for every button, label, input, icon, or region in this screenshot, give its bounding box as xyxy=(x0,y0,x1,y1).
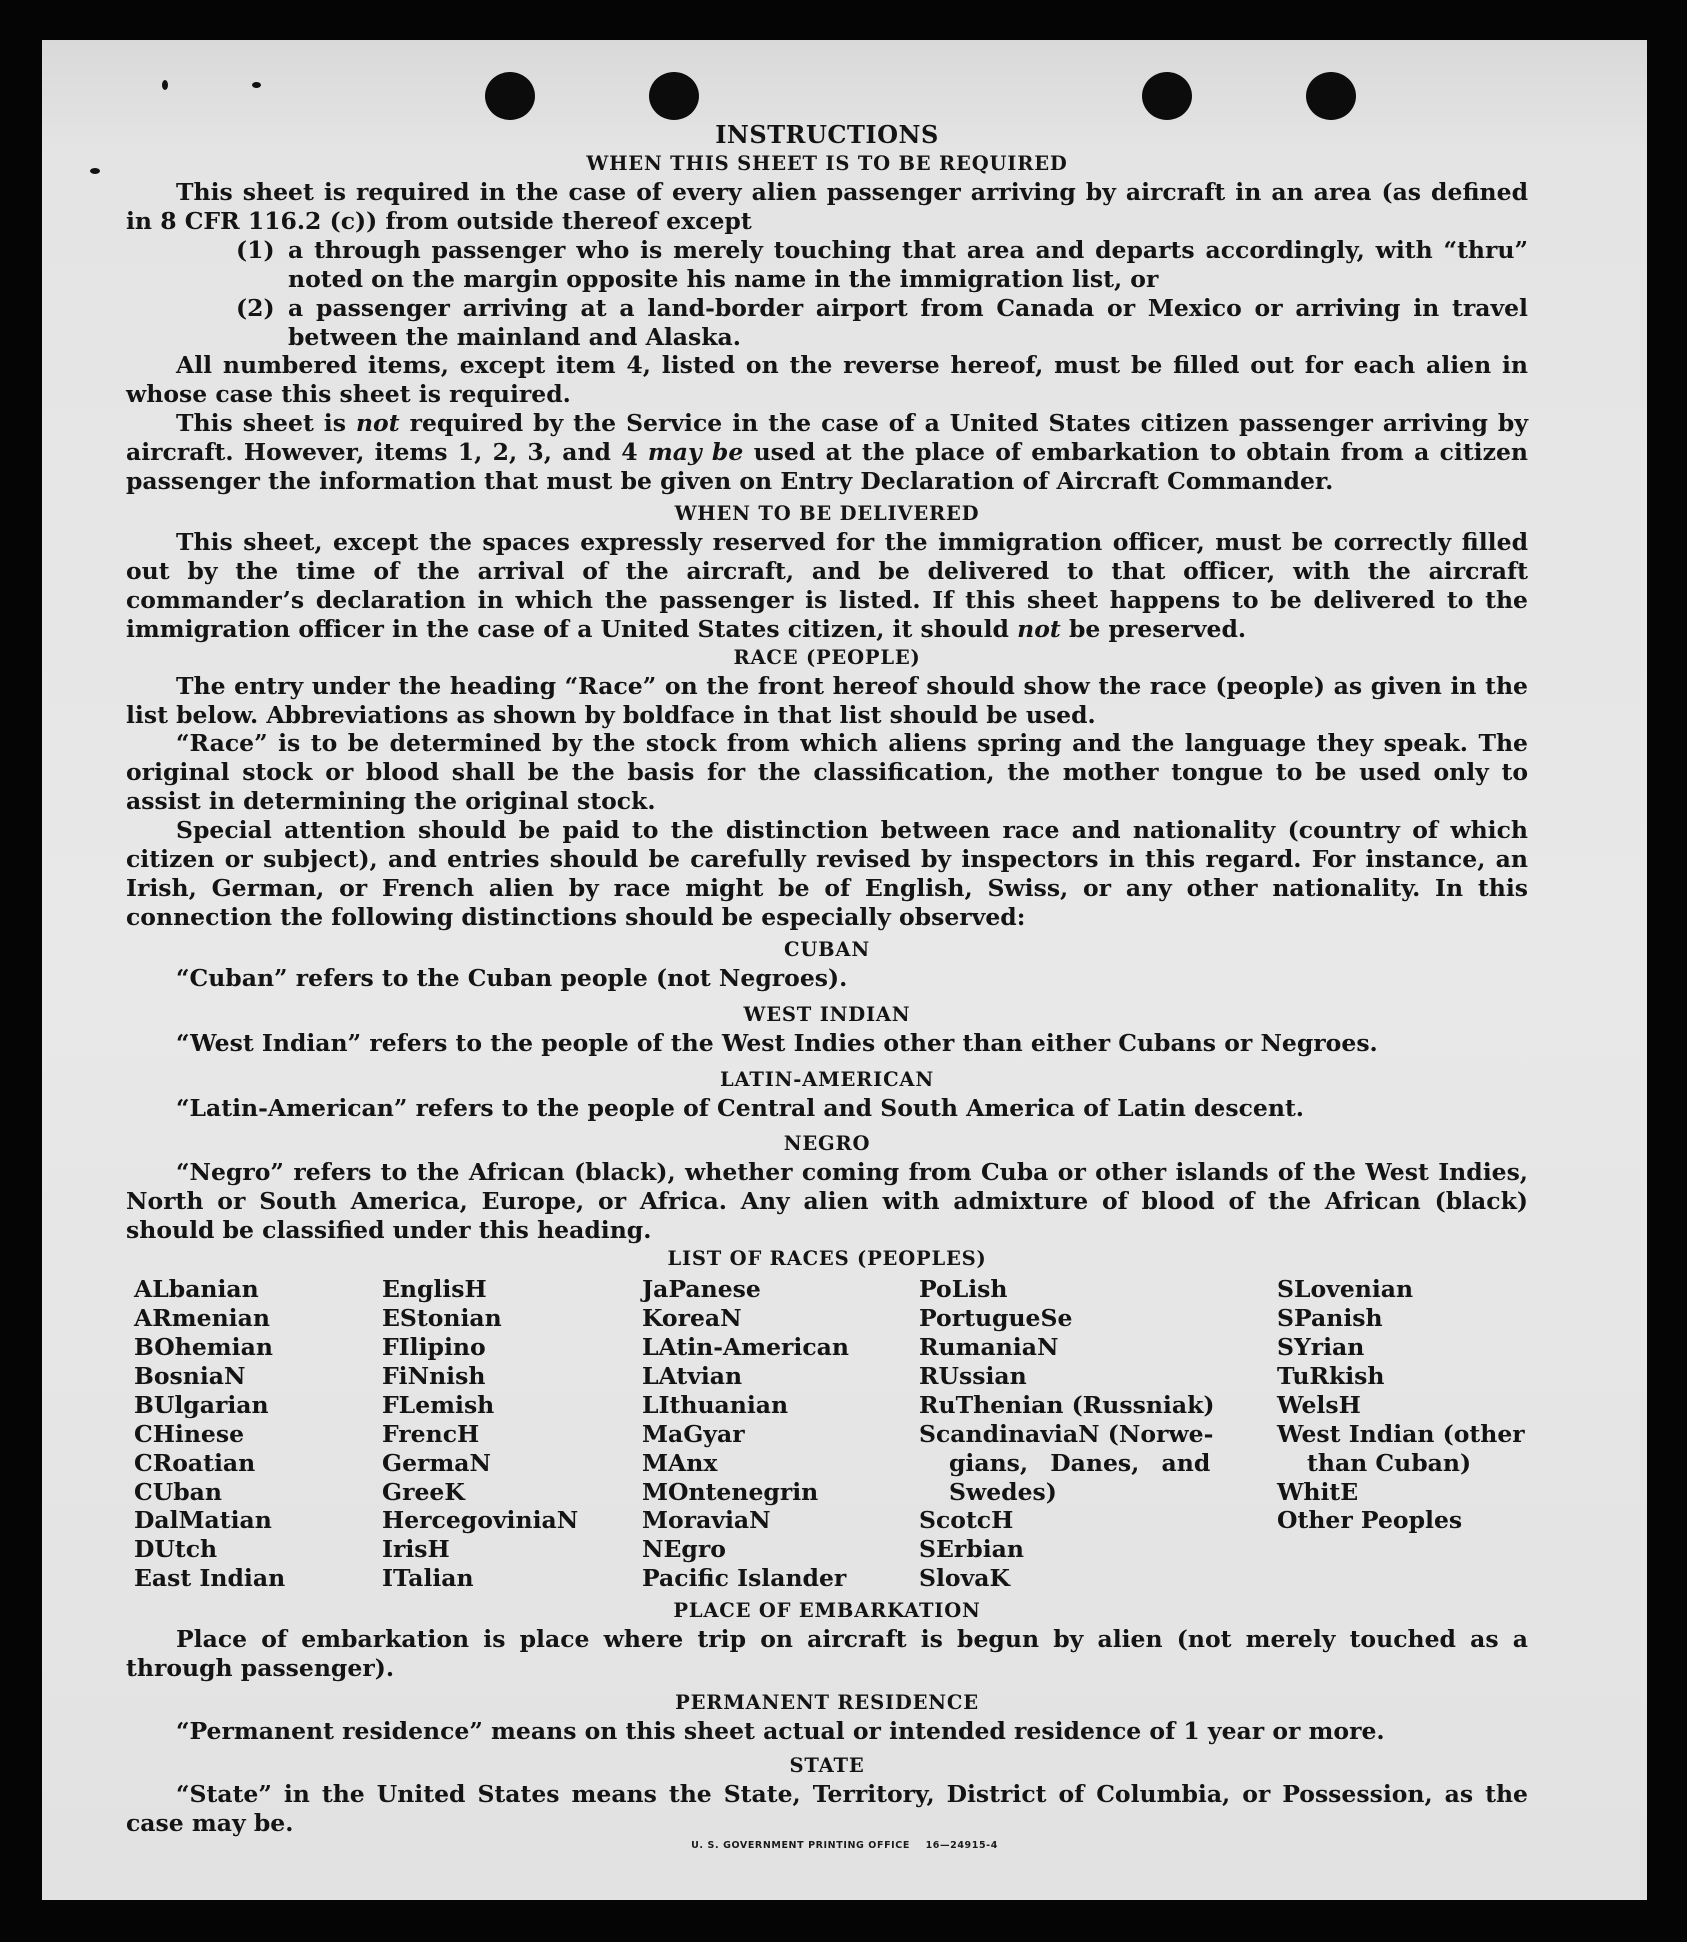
race-item: BOhemian xyxy=(134,1333,273,1361)
section-heading: RACE (PEOPLE) xyxy=(733,645,921,669)
race-column xyxy=(382,1275,642,1593)
race-item: KoreaN xyxy=(642,1304,742,1333)
race-item: CUban xyxy=(134,1477,222,1506)
race-column xyxy=(919,1275,1277,1593)
printer-imprint xyxy=(42,1840,1647,1851)
page-title: INSTRUCTIONS xyxy=(715,120,939,149)
exception-item xyxy=(236,294,1528,352)
emphasis: not xyxy=(1017,614,1061,643)
race-item: LIthuanian xyxy=(642,1390,789,1419)
punch-hole xyxy=(1142,72,1192,120)
race-item: NEgro xyxy=(642,1535,726,1564)
section-heading: PLACE OF EMBARKATION xyxy=(673,1599,981,1623)
ink-speck xyxy=(162,80,168,90)
race-item: WhitE xyxy=(1277,1477,1359,1506)
race-item: ScandinaviaN (Norwe- xyxy=(919,1419,1214,1448)
text-run: This sheet, except the spaces expressly reserved for the immigration officer, must be correctly filled out by the time of the arrival of the aircraft, and be delivered to that officer, with the aircraft commander’s declaration in which the passenger is listed. If this sheet happens to be delivered to the immigration officer in the case of a United States citizen, it should xyxy=(126,527,1528,643)
race-column xyxy=(1277,1275,1536,1593)
race-column xyxy=(642,1275,919,1593)
text-run: This sheet is xyxy=(176,409,346,438)
race-item: CHinese xyxy=(134,1419,245,1448)
emphasis: may be xyxy=(647,438,744,467)
race-item: FiNnish xyxy=(382,1361,486,1390)
exception-number: (1) xyxy=(236,235,275,264)
paragraph xyxy=(126,528,1528,644)
document-sheet xyxy=(42,40,1647,1900)
punch-hole xyxy=(485,72,535,120)
race-item: MaGyar xyxy=(642,1419,745,1448)
paragraph: “Race” is to be determined by the stock from which aliens spring and the language they speak. The original stock or blood shall be the basis for the classification, the mother tongue to be used only to assist in determining the original stock. xyxy=(126,729,1528,816)
race-item: FIlipino xyxy=(382,1333,486,1361)
ink-speck xyxy=(90,168,100,174)
race-list xyxy=(134,1275,1528,1593)
race-item: BosniaN xyxy=(134,1361,246,1390)
race-item: LAtvian xyxy=(642,1361,743,1390)
paragraph: “Latin-American” refers to the people of Central and South America of Latin descent. xyxy=(176,1093,1304,1122)
exception-text: a through passenger who is merely touching that area and departs accordingly, with “thru” noted on the margin opposite his name in the immigration list, or xyxy=(288,235,1528,293)
paragraph: “Permanent residence” means on this sheet actual or intended residence of 1 year or more. xyxy=(176,1716,1385,1745)
race-item: JaPanese xyxy=(642,1275,761,1304)
race-item: CRoatian xyxy=(134,1448,256,1477)
section-heading: WHEN THIS SHEET IS TO BE REQUIRED xyxy=(586,152,1068,175)
footer-text: U. S. GOVERNMENT PRINTING OFFICE 16—24915-4 xyxy=(691,1840,998,1851)
race-item: ScotcH xyxy=(919,1506,1014,1535)
section-heading: WHEN TO BE DELIVERED xyxy=(674,501,980,525)
paragraph: “West Indian” refers to the people of the West Indies other than either Cubans or Negroes. xyxy=(176,1028,1378,1057)
emphasis: not xyxy=(355,409,400,438)
race-item: EStonian xyxy=(382,1304,502,1333)
race-item: MAnx xyxy=(642,1448,718,1477)
section-heading: NEGRO xyxy=(783,1132,871,1156)
race-item: GermaN xyxy=(382,1448,491,1477)
ink-speck xyxy=(252,82,261,88)
race-item: gians, Danes, and xyxy=(949,1448,1211,1477)
race-item: Swedes) xyxy=(949,1477,1057,1506)
race-item: than Cuban) xyxy=(1307,1448,1472,1477)
paragraph: “Cuban” refers to the Cuban people (not Negroes). xyxy=(176,963,848,992)
paragraph: The entry under the heading “Race” on the front hereof should show the race (people) as given in the list below. Abbreviations as shown by boldface in that list should be used. xyxy=(126,671,1528,729)
text-run: used at the place of embarkation to obtain from a citizen passenger the information that must be given on Entry Declaration of Aircraft Commander. xyxy=(126,438,1528,496)
race-item: BUlgarian xyxy=(134,1390,269,1419)
race-item: FrencH xyxy=(382,1419,480,1448)
race-item: ALbanian xyxy=(134,1275,259,1304)
race-item: SErbian xyxy=(919,1535,1024,1564)
race-item: EnglisH xyxy=(382,1275,487,1304)
paragraph: “State” in the United States means the State, Territory, District of Columbia, or Possession, as the case may be. xyxy=(126,1779,1528,1837)
race-item: RUssian xyxy=(919,1361,1027,1390)
paragraph: Place of embarkation is place where trip on aircraft is begun by alien (not merely touched as a through passenger). xyxy=(126,1625,1528,1683)
section-heading: LATIN-AMERICAN xyxy=(720,1067,934,1091)
race-item: WelsH xyxy=(1277,1390,1361,1419)
race-item: TuRkish xyxy=(1277,1361,1385,1390)
instructions-content xyxy=(126,120,1528,1838)
race-item: SlovaK xyxy=(919,1564,1010,1593)
race-item: RuThenian (Russniak) xyxy=(919,1390,1215,1419)
race-item: SPanish xyxy=(1277,1304,1383,1333)
race-item: IrisH xyxy=(382,1535,450,1564)
race-item: HercegoviniaN xyxy=(382,1506,579,1535)
race-item: SLovenian xyxy=(1277,1275,1414,1304)
race-column xyxy=(134,1275,382,1593)
race-item: West Indian (other xyxy=(1277,1419,1525,1448)
race-item: GreeK xyxy=(382,1477,465,1506)
race-item: ARmenian xyxy=(134,1304,270,1333)
text-run: be preserved. xyxy=(1068,614,1247,643)
section-heading: PERMANENT RESIDENCE xyxy=(675,1690,979,1714)
section-heading: LIST OF RACES (PEOPLES) xyxy=(667,1247,987,1271)
punch-hole xyxy=(1306,72,1356,120)
race-item: MOntenegrin xyxy=(642,1477,819,1506)
race-item: LAtin-American xyxy=(642,1333,849,1361)
exception-text: a passenger arriving at a land-border airport from Canada or Mexico or arriving in travel between the mainland and Alaska. xyxy=(288,293,1528,351)
race-item: PoLish xyxy=(919,1275,1008,1304)
section-heading: CUBAN xyxy=(784,937,870,961)
paragraph xyxy=(126,409,1528,496)
race-item: RumaniaN xyxy=(919,1333,1059,1361)
exception-number: (2) xyxy=(236,293,275,322)
text-run: required by the Service in the case of a United States citizen passenger arriving by aircraft. However, items 1, 2, 3, and 4 xyxy=(126,409,1528,467)
race-item: SYrian xyxy=(1277,1333,1365,1361)
paragraph: All numbered items, except item 4, listed on the reverse hereof, must be filled out for each alien in whose case this sheet is required. xyxy=(126,351,1528,409)
paragraph: Special attention should be paid to the distinction between race and nationality (country of which citizen or subject), and entries should be carefully revised by inspectors in this regard. For instance, an Irish, German, or French alien by race might be of English, Swiss, or any other nationality. In this connection the following distinctions should be especially observed: xyxy=(126,816,1528,931)
race-item: FLemish xyxy=(382,1390,495,1419)
section-heading: STATE xyxy=(789,1753,865,1777)
race-item: PortugueSe xyxy=(919,1304,1073,1333)
race-item: East Indian xyxy=(134,1564,286,1593)
race-item: DalMatian xyxy=(134,1506,272,1535)
race-item: Pacific Islander xyxy=(642,1564,847,1593)
race-item: ITalian xyxy=(382,1564,474,1593)
race-item: MoraviaN xyxy=(642,1506,771,1535)
paragraph: This sheet is required in the case of every alien passenger arriving by aircraft in an area (as defined in 8 CFR 116.2 (c)) from outside thereof except xyxy=(126,178,1528,235)
section-heading: WEST INDIAN xyxy=(743,1002,911,1026)
race-item: DUtch xyxy=(134,1535,218,1564)
race-item: Other Peoples xyxy=(1277,1506,1463,1535)
punch-hole xyxy=(649,72,699,120)
paragraph: “Negro” refers to the African (black), whether coming from Cuba or other islands of the West Indies, North or South America, Europe, or Africa. Any alien with admixture of blood of the African (black) should be classified under this heading. xyxy=(126,1158,1528,1245)
exception-item xyxy=(236,236,1528,294)
